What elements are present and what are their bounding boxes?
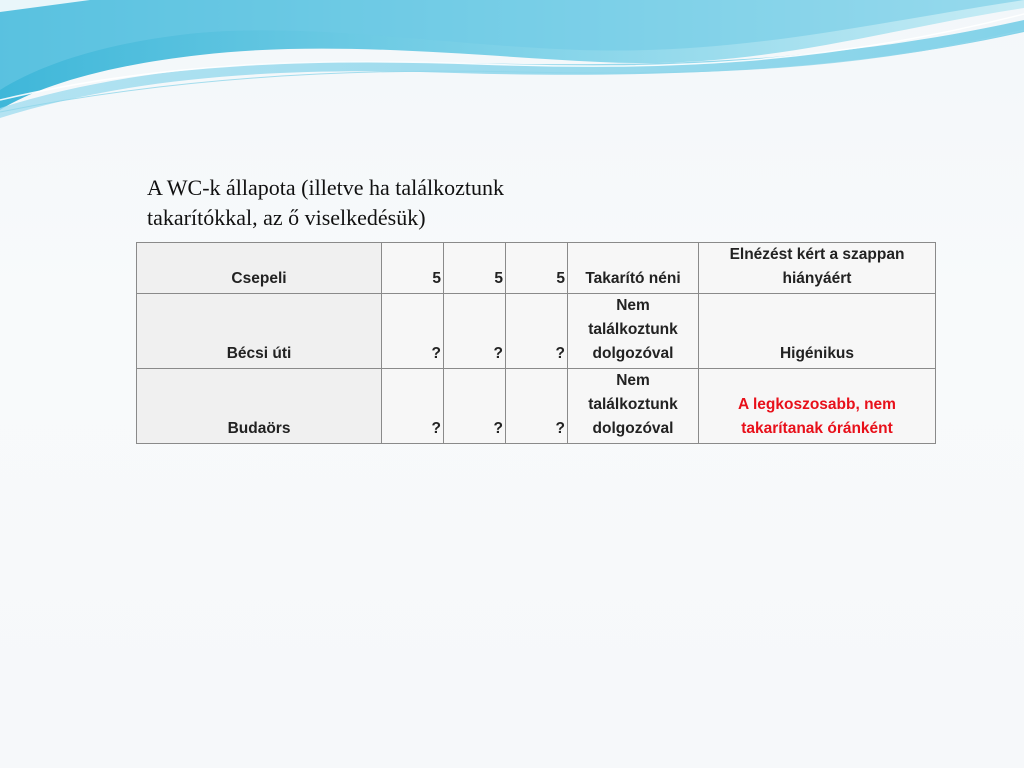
location-cell: Budaörs <box>137 369 382 444</box>
location-cell: Bécsi úti <box>137 294 382 369</box>
wc-condition-table <box>136 242 936 444</box>
table-row <box>137 369 936 444</box>
heading-line-2: takarítókkal, az ő viselkedésük) <box>147 205 426 230</box>
slide-heading <box>147 173 667 233</box>
score-cell: ? <box>506 294 568 369</box>
score-cell: ? <box>444 369 506 444</box>
score-cell: 5 <box>444 243 506 294</box>
staff-cell: Takarító néni <box>568 243 699 294</box>
heading-line-1: A WC-k állapota (illetve ha találkoztunk <box>147 175 504 200</box>
staff-cell: Nem találkoztunk dolgozóval <box>568 369 699 444</box>
score-cell: ? <box>382 294 444 369</box>
score-cell: ? <box>506 369 568 444</box>
behaviour-cell: Higénikus <box>699 294 936 369</box>
table-row <box>137 243 936 294</box>
wave-decoration <box>0 0 1024 130</box>
score-cell: 5 <box>382 243 444 294</box>
staff-cell: Nem találkoztunk dolgozóval <box>568 294 699 369</box>
behaviour-cell: Elnézést kért a szappan hiányáért <box>699 243 936 294</box>
score-cell: ? <box>382 369 444 444</box>
score-cell: ? <box>444 294 506 369</box>
behaviour-cell-highlight: A legkoszosabb, nem takarítanak óránként <box>699 369 936 444</box>
score-cell: 5 <box>506 243 568 294</box>
location-cell: Csepeli <box>137 243 382 294</box>
table-row <box>137 294 936 369</box>
